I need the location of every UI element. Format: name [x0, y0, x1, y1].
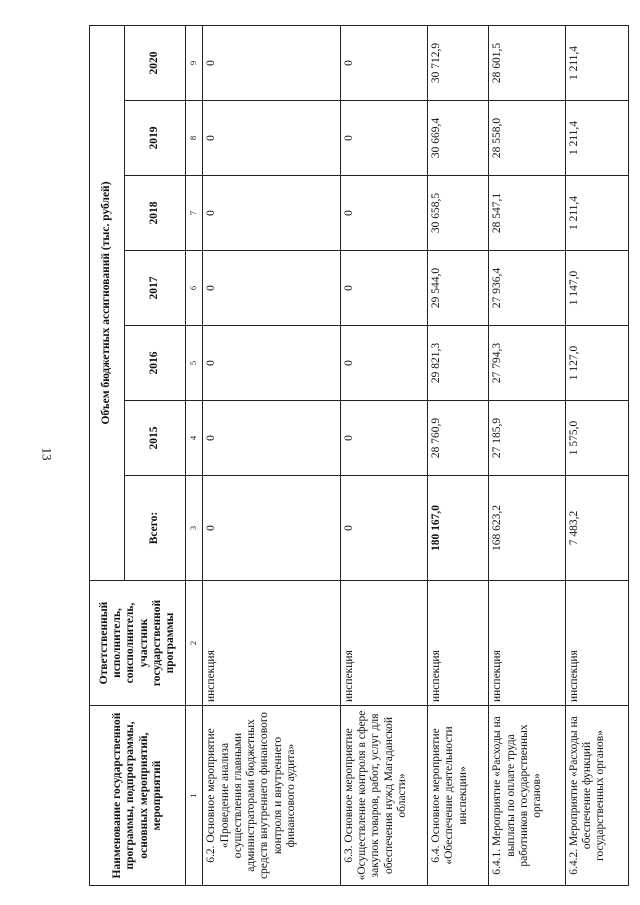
column-number: 1 [186, 706, 203, 886]
row-value: 0 [203, 251, 340, 326]
row-value: 0 [203, 326, 340, 401]
row-responsible: инспекция [428, 581, 489, 706]
row-value: 27 794,3 [489, 326, 565, 401]
row-value: 30 658,5 [428, 176, 489, 251]
row-total: 0 [340, 476, 427, 581]
row-value: 0 [203, 401, 340, 476]
row-value: 1 211,4 [565, 25, 628, 100]
row-value: 0 [340, 25, 427, 100]
row-name: 6.4. Основное мероприятие «Обеспечение деятельности инспекции» [428, 706, 489, 886]
header-year: 2016 [124, 326, 185, 401]
header-year: 2017 [124, 251, 185, 326]
row-value: 0 [203, 101, 340, 176]
header-year: 2020 [124, 25, 185, 100]
row-value: 30 669,4 [428, 101, 489, 176]
row-value: 0 [203, 176, 340, 251]
row-name: 6.4.2. Мероприятие «Расходы на обеспечение функций государственных органов» [565, 706, 628, 886]
table-row [340, 25, 427, 885]
row-value: 0 [203, 25, 340, 100]
row-value: 0 [340, 176, 427, 251]
row-total: 0 [203, 476, 340, 581]
row-value: 0 [340, 401, 427, 476]
column-number: 4 [186, 401, 203, 476]
table-row [489, 25, 565, 885]
table-row [428, 25, 489, 885]
row-value: 1 147,0 [565, 251, 628, 326]
row-value: 0 [340, 326, 427, 401]
row-value: 1 575,0 [565, 401, 628, 476]
row-value: 28 760,9 [428, 401, 489, 476]
column-number: 8 [186, 101, 203, 176]
row-value: 0 [340, 251, 427, 326]
column-number: 3 [186, 476, 203, 581]
row-value: 1 211,4 [565, 101, 628, 176]
column-number: 7 [186, 176, 203, 251]
row-value: 27 185,9 [489, 401, 565, 476]
column-number: 2 [186, 581, 203, 706]
rotated-page-content [89, 26, 629, 886]
header-volume: Объем бюджетных ассигнований (тыс. рублей) [90, 25, 125, 580]
budget-table [89, 25, 629, 886]
row-value: 28 558,0 [489, 101, 565, 176]
row-responsible: инспекция [203, 581, 340, 706]
header-responsible: Ответственный исполнитель, соисполнитель, участник государственной программы [90, 581, 186, 706]
header-year: 2018 [124, 176, 185, 251]
row-responsible: инспекция [489, 581, 565, 706]
row-value: 29 544,0 [428, 251, 489, 326]
row-value: 1 211,4 [565, 176, 628, 251]
header-name: Наименование государственной программы, подпрограммы, основных мероприятий, мероприятий [90, 706, 186, 886]
row-value: 1 127,0 [565, 326, 628, 401]
row-responsible: инспекция [340, 581, 427, 706]
header-year: 2015 [124, 401, 185, 476]
header-year: 2019 [124, 101, 185, 176]
header-total: Всего: [124, 476, 185, 581]
row-value: 29 821,3 [428, 326, 489, 401]
row-name: 6.3. Основное мероприятие «Осуществление контроля в сфере закупок товаров, работ, услуг для обеспечения нужд Магаданской области» [340, 706, 427, 886]
column-number: 5 [186, 326, 203, 401]
row-total: 180 167,0 [428, 476, 489, 581]
row-value: 28 547,1 [489, 176, 565, 251]
column-number: 6 [186, 251, 203, 326]
column-number: 9 [186, 25, 203, 100]
table-row [203, 25, 340, 885]
page-number: 13 [39, 447, 55, 461]
row-total: 168 623,2 [489, 476, 565, 581]
row-name: 6.2. Основное мероприятие «Проведение анализа осуществления главными администраторами бюджетных средств внутреннего финансового контроля и внутреннего финансового аудита» [203, 706, 340, 886]
row-value: 0 [340, 101, 427, 176]
row-total: 7 483,2 [565, 476, 628, 581]
row-value: 30 712,9 [428, 25, 489, 100]
table-row [565, 25, 628, 885]
row-value: 28 601,5 [489, 25, 565, 100]
row-responsible: инспекция [565, 581, 628, 706]
row-value: 27 936,4 [489, 251, 565, 326]
row-name: 6.4.1. Мероприятие «Расходы на выплаты по оплате труда работников государственных органов» [489, 706, 565, 886]
